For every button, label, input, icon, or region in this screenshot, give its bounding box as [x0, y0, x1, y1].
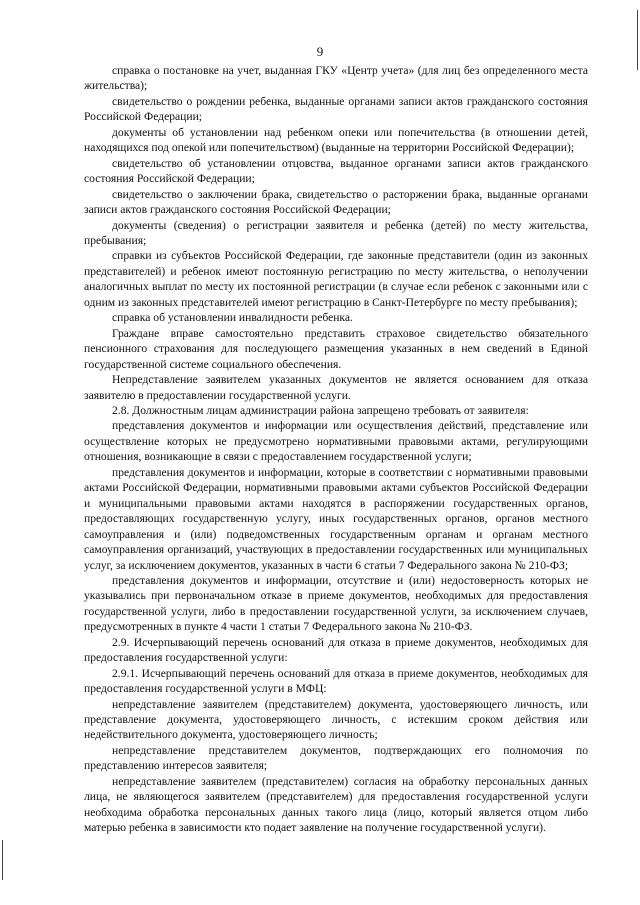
paragraph: представления документов и информации или осуществления действий, представление или осуществление которых не предусмотрено нормативными правовыми актами, регулирующими отношения, возникающие в связи с предоставлением государственной услуги; [84, 419, 588, 464]
paragraph: справки из субъектов Российской Федерации, где законные представители (один из законных представителей) и ребенок имеют постоянную регистрацию по месту жительства, о неполучении аналогичных выплат по месту их постоянной регистрации (в случае если ребенок с законными или с одним из законных представителей имеют регистрацию в Санкт-Петербурге по месту пребывания); [84, 249, 588, 309]
paragraph: документы (сведения) о регистрации заявителя и ребенка (детей) по месту жительства, пребывания; [84, 218, 588, 247]
paragraph: представления документов и информации, отсутствие и (или) недостоверность которых не указывались при первоначальном отказе в приеме документов, необходимых для предоставления государственной услуги, либо в предоставлении государственной услуги, за исключением случаев, предусмотренных в пункте 4 части 1 статьи 7 Федерального закона № 210-ФЗ. [84, 573, 588, 634]
scan-edge-mark [2, 840, 3, 880]
section-heading: 2.9.1. Исчерпывающий перечень оснований для отказа в приеме документов, необходимых для предоставления государственной услуги в МФЦ: [84, 666, 588, 696]
section-heading: 2.9. Исчерпывающий перечень оснований для отказа в приеме документов, необходимых для предоставления государственной услуги: [84, 635, 588, 665]
paragraph: Непредставление заявителем указанных документов не является основанием для отказа заявителю в предоставлении государственной услуги. [84, 373, 588, 402]
paragraph: непредставление заявителем (представителем) согласия на обработку персональных данных лица, не являющегося заявителем (представителем) для предоставления государственной услуги необходима обработка персональных данных такого лица (лицо, который является отцом либо матерью ребенка в зависимости кто подает заявление на получение государственной услуги). [84, 774, 588, 835]
document-body [84, 63, 588, 836]
paragraph: справка о постановке на учет, выданная ГКУ «Центр учета» (для лиц без определенного места жительства); [84, 64, 588, 93]
paragraph: документы об установлении над ребенком опеки или попечительства (в отношении детей, находящихся под опекой или попечительством) (выданные на территории Российской Федерации); [84, 125, 588, 155]
paragraph: свидетельство о рождении ребенка, выданные органами записи актов гражданского состояния Российской Федерации; [84, 94, 588, 124]
scan-edge-mark [637, 10, 638, 70]
page-number: 9 [316, 44, 324, 59]
paragraph: справка об установлении инвалидности ребенка. [112, 311, 353, 325]
paragraph: представления документов и информации, которые в соответствии с нормативными правовыми актами Российской Федерации, нормативными правовыми актами субъектов Российской Федерации и муниципальными правовыми актами находятся в распоряжении государственных органов, предоставляющих государственную услугу, иных государственных органов, органов местного самоуправления и (или) подведомственных государственным органам и органам местного самоуправления организаций, участвующих в предоставлении государственных или муниципальных услуг, за исключением документов, указанных в части 6 статьи 7 Федерального закона № 210-ФЗ; [84, 465, 588, 572]
paragraph: свидетельство о заключении брака, свидетельство о расторжении брака, выданные органами записи актов гражданского состояния Российской Федерации; [84, 187, 588, 217]
section-heading: 2.8. Должностным лицам администрации района запрещено требовать от заявителя: [112, 403, 529, 417]
paragraph: непредставление представителем документов, подтверждающих его полномочия по представлению интересов заявителя; [84, 743, 588, 773]
paragraph: непредставление заявителем (представителем) документа, удостоверяющего личность, или представление документа, удостоверяющего личность, с истекшим сроком действия или недействительного документа, удостоверяющего личность; [84, 697, 588, 742]
paragraph: Граждане вправе самостоятельно представить страховое свидетельство обязательного пенсионного страхования для последующего размещения указанных в нем сведений в Единой государственной системе социального обеспечения. [84, 326, 588, 371]
paragraph: свидетельство об установлении отцовства, выданное органами записи актов гражданского состояния Российской Федерации; [84, 156, 588, 186]
